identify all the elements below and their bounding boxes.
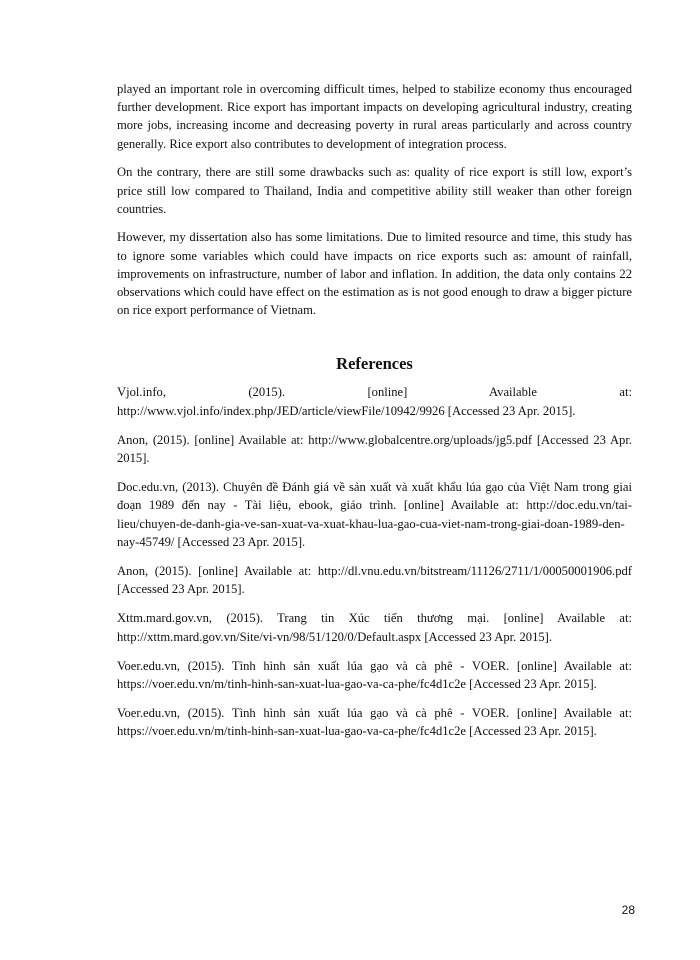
- references-heading: References: [336, 354, 413, 374]
- limitations-paragraph: However, my dissertation also has some limitations. Due to limited resource and time, this study has to ignore some variables which could have impacts on rice exports such as: amount of rainfall, improvements on infrastructure, number of labor and inflation. In addition, the data only contains 22 observations which could have effect on the estimation as is not good enough to draw a bigger picture on rice export performance of Vietnam.: [117, 230, 632, 318]
- reference-item: Xttm.mard.gov.vn, (2015). Trang tin Xúc tiến thương mại. [online] Available at: http://xttm.mard.gov.vn/Site/vi-vn/98/51/120/0/Default.aspx [Accessed 23 Apr. 2015].: [117, 611, 632, 644]
- reference-item: Voer.edu.vn, (2015). Tình hình sản xuất lúa gạo và cà phê - VOER. [online] Available at: https://voer.edu.vn/m/tinh-hinh-san-xuat-lua-gao-va-ca-phe/fc4d1c2e [Accessed 23 Apr. 2015].: [117, 706, 632, 739]
- reference-item: Voer.edu.vn, (2015). Tình hình sản xuất lúa gạo và cà phê - VOER. [online] Available at: https://voer.edu.vn/m/tinh-hinh-san-xuat-lua-gao-va-ca-phe/fc4d1c2e [Accessed 23 Apr. 2015].: [117, 658, 632, 692]
- page-content: [117, 80, 632, 752]
- page-number: 28: [621, 903, 635, 917]
- reference-item: Anon, (2015). [online] Available at: http://www.globalcentre.org/uploads/jg5.pdf [Accessed 23 Apr. 2015].: [117, 432, 632, 466]
- references-list: [117, 383, 632, 740]
- reference-item: Doc.edu.vn, (2013). Chuyên đề Đánh giá về sản xuất và xuất khẩu lúa gạo của Việt Nam trong giai đoạn 1989 đến nay - Tài liệu, ebook, giáo trình. [online] Available at: http://doc.edu.vn/tai-lieu/chuyen-de-danh-gia-ve-san-xuat-va-xuat-khau-lua-gao-cua-viet-nam-trong-giai-doan-1989-den-nay-45749/ [Accessed 23 Apr. 2015].: [117, 480, 632, 549]
- conclusion-paragraph-1: played an important role in overcoming difficult times, helped to stabilize economy thus encouraged further development. Rice export has important impacts on developing agricultural industry, creating more jobs, increasing income and decreasing poverty in rural areas particularly and across country generally. Rice export also contributes to development of integration process.: [117, 82, 632, 151]
- reference-item: Anon, (2015). [online] Available at: http://dl.vnu.edu.vn/bitstream/11126/2711/1/00050001906.pdf [Accessed 23 Apr. 2015].: [117, 564, 632, 597]
- conclusion-paragraph-2: On the contrary, there are still some drawbacks such as: quality of rice export is still low, export’s price still low compared to Thailand, India and competitive ability still weaker than other foreign countries.: [117, 165, 632, 216]
- reference-item: Vjol.info, (2015). [online] Available at: http://www.vjol.info/index.php/JED/article/viewFile/10942/9926 [Accessed 23 Apr. 2015].: [117, 385, 632, 418]
